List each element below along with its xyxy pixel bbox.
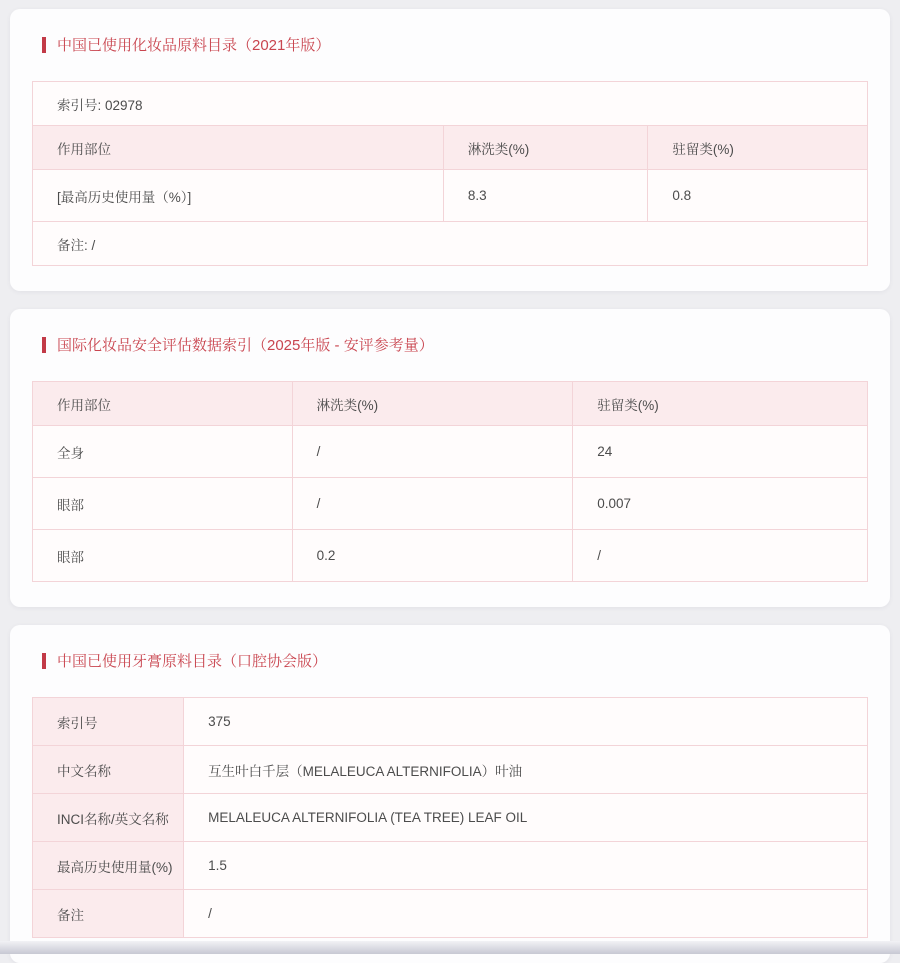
field-value: 375	[184, 698, 868, 746]
table-row	[33, 170, 868, 222]
field-label: 中文名称	[33, 746, 184, 794]
field-label: INCI名称/英文名称	[33, 794, 184, 842]
table-row	[33, 426, 868, 478]
rinse-off-value-cell: 8.3	[443, 170, 648, 222]
detail-row-max-historical-usage	[33, 842, 868, 890]
title-accent-bar	[42, 37, 46, 53]
index-number-cell: 索引号: 02978	[33, 82, 868, 126]
column-header-rinse-off: 淋洗类(%)	[292, 382, 573, 426]
column-header-leave-on: 驻留类(%)	[573, 382, 868, 426]
title-accent-bar	[42, 653, 46, 669]
table-row	[33, 530, 868, 582]
detail-row-chinese-name	[33, 746, 868, 794]
column-header-leave-on: 驻留类(%)	[648, 126, 868, 170]
page-bottom-edge	[0, 941, 900, 954]
card-title	[42, 650, 868, 671]
index-number-row	[33, 82, 868, 126]
rinse-off-value-cell: /	[292, 478, 573, 530]
field-value: 互生叶白千层（MELALEUCA ALTERNIFOLIA）叶油	[184, 746, 868, 794]
rinse-off-value-cell: /	[292, 426, 573, 478]
detail-row-inci-name	[33, 794, 868, 842]
field-label: 索引号	[33, 698, 184, 746]
note-cell: 备注: /	[33, 222, 868, 266]
field-value: /	[184, 890, 868, 938]
leave-on-value-cell: 0.8	[648, 170, 868, 222]
detail-row-note	[33, 890, 868, 938]
safety-reference-table	[32, 381, 868, 582]
ingredient-detail-table	[32, 697, 868, 938]
table-header-row	[33, 382, 868, 426]
site-cell: 眼部	[33, 478, 293, 530]
usage-limits-table	[32, 81, 868, 266]
detail-row-index-number	[33, 698, 868, 746]
table-header-row	[33, 126, 868, 170]
field-label: 最高历史使用量(%)	[33, 842, 184, 890]
site-cell: 全身	[33, 426, 293, 478]
field-label: 备注	[33, 890, 184, 938]
rinse-off-value-cell: 0.2	[292, 530, 573, 582]
row-label-cell: [最高历史使用量（%）]	[33, 170, 444, 222]
card-title-text: 国际化妆品安全评估数据索引（2025年版 - 安评参考量）	[57, 337, 434, 354]
site-cell: 眼部	[33, 530, 293, 582]
column-header-application-site: 作用部位	[33, 382, 293, 426]
card-title	[42, 334, 868, 355]
card-international-safety-index	[10, 309, 890, 607]
card-title-text: 中国已使用牙膏原料目录（口腔协会版）	[57, 653, 328, 670]
column-header-rinse-off: 淋洗类(%)	[443, 126, 648, 170]
leave-on-value-cell: /	[573, 530, 868, 582]
table-row	[33, 478, 868, 530]
field-value: 1.5	[184, 842, 868, 890]
card-title	[42, 34, 868, 55]
leave-on-value-cell: 0.007	[573, 478, 868, 530]
title-accent-bar	[42, 337, 46, 353]
leave-on-value-cell: 24	[573, 426, 868, 478]
field-value: MELALEUCA ALTERNIFOLIA (TEA TREE) LEAF OIL	[184, 794, 868, 842]
card-title-text: 中国已使用化妆品原料目录（2021年版）	[57, 37, 331, 54]
card-china-cosmetic-catalog	[10, 9, 890, 291]
note-row	[33, 222, 868, 266]
card-china-toothpaste-catalog	[10, 625, 890, 963]
column-header-application-site: 作用部位	[33, 126, 444, 170]
